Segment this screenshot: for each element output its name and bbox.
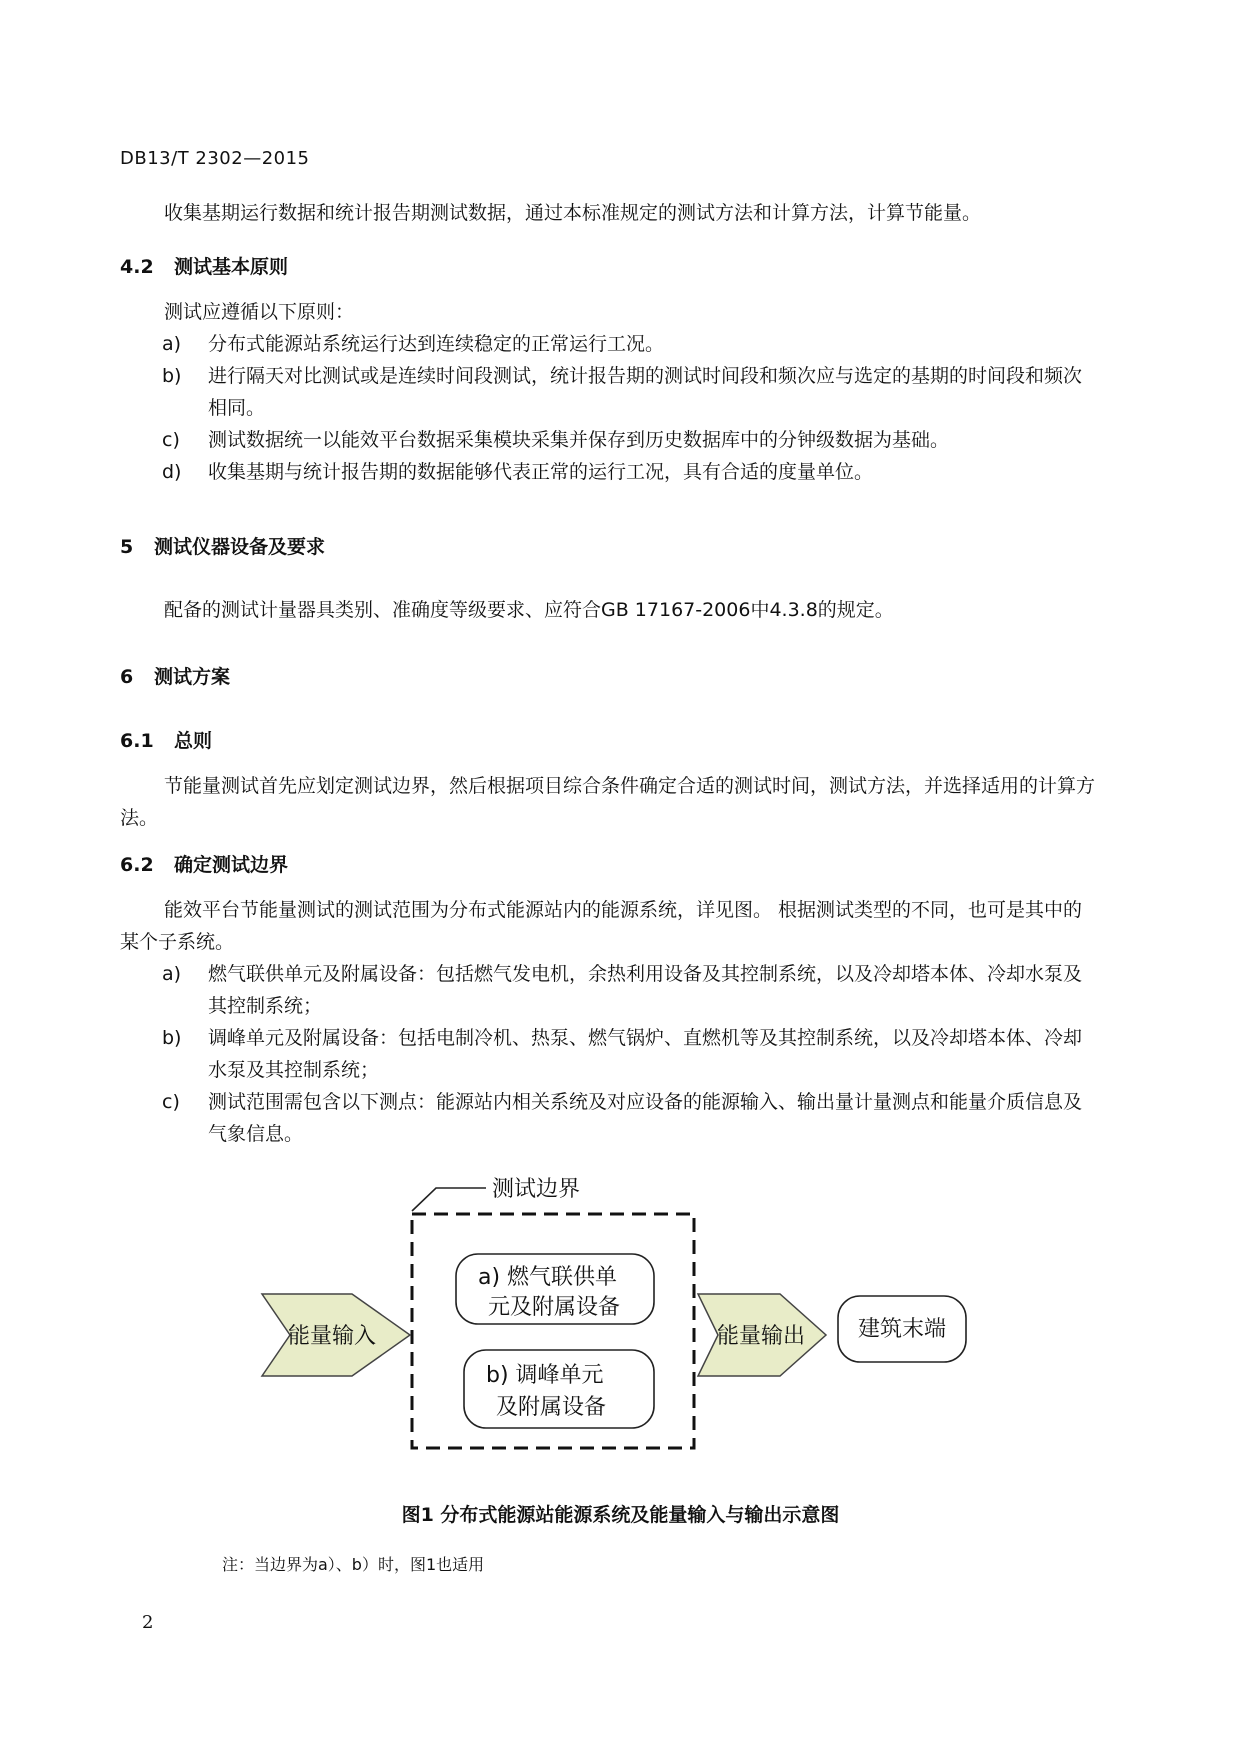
section-4-2-heading — [120, 252, 288, 279]
section-6-2-heading — [120, 850, 288, 877]
section-title: 测试仪器设备及要求 — [154, 536, 326, 558]
section-number: 6 — [120, 666, 134, 688]
section-6-2-paragraph: 能效平台节能量测试的测试范围为分布式能源站内的能源系统，详见图。 根据测试类型的不同，也可是其中的某个子系统。 — [120, 899, 1083, 953]
list-item-text: 测试范围需包含以下测点：能源站内相关系统及对应设备的能源输入、输出量计量测点和能量介质信息及气象信息。 — [208, 1091, 1083, 1145]
list-marker: a) — [162, 963, 182, 985]
building-terminal-label: 建筑末端 — [858, 1317, 947, 1342]
figure-caption: 图1 分布式能源站能源系统及能量输入与输出示意图 — [401, 1504, 840, 1526]
list-item — [162, 958, 1096, 1022]
section-number: 5 — [120, 536, 134, 558]
section-6-1-heading — [120, 726, 212, 753]
list-marker: c) — [162, 1091, 180, 1113]
box-a-line1: a) 燃气联供单 — [478, 1265, 618, 1290]
list-item — [162, 456, 1096, 488]
list-item — [162, 424, 1096, 456]
list-item-text: 测试数据统一以能效平台数据采集模块采集并保存到历史数据库中的分钟级数据为基础。 — [208, 429, 950, 451]
list-item-text: 调峰单元及附属设备：包括电制冷机、热泵、燃气锅炉、直燃机等及其控制系统，以及冷却塔本体、冷却水泵及其控制系统； — [208, 1027, 1083, 1081]
document-header: DB13/T 2302—2015 — [120, 148, 310, 169]
section-title: 总则 — [174, 730, 213, 752]
list-item — [162, 328, 1096, 360]
section-title: 确定测试边界 — [174, 854, 289, 876]
list-item-text: 分布式能源站系统运行达到连续稳定的正常运行工况。 — [208, 333, 665, 355]
figure-note: 注：当边界为a）、b）时，图1也适用 — [222, 1555, 485, 1574]
page-number: 2 — [142, 1612, 154, 1633]
section-5-heading — [120, 532, 325, 559]
list-marker: b) — [162, 1027, 182, 1049]
list-marker: a) — [162, 333, 182, 355]
section-title: 测试方案 — [154, 666, 231, 688]
box-b-line1: b) 调峰单元 — [486, 1363, 604, 1388]
list-item-text: 收集基期与统计报告期的数据能够代表正常的运行工况，具有合适的度量单位。 — [208, 461, 874, 483]
energy-output-label: 能量输出 — [717, 1324, 806, 1349]
list-marker: d) — [162, 461, 182, 483]
list-item-text: 进行隔天对比测试或是连续时间段测试，统计报告期的测试时间段和频次应与选定的基期的时间段和频次相同。 — [208, 365, 1083, 419]
list-item — [162, 1086, 1096, 1150]
section-4-2-lead: 测试应遵循以下原则： — [164, 301, 355, 323]
intro-paragraph: 收集基期运行数据和统计报告期测试数据，通过本标准规定的测试方法和计算方法，计算节能量。 — [164, 202, 982, 224]
boundary-callout-line — [412, 1188, 486, 1211]
list-marker: b) — [162, 365, 182, 387]
list-item — [162, 360, 1096, 424]
list-item-text: 燃气联供单元及附属设备：包括燃气发电机，余热利用设备及其控制系统，以及冷却塔本体、冷却水泵及其控制系统； — [208, 963, 1083, 1017]
box-a-line2: 元及附属设备 — [488, 1295, 621, 1320]
energy-flow-diagram — [260, 1168, 1000, 1468]
boundary-label: 测试边界 — [492, 1177, 581, 1202]
section-5-paragraph: 配备的测试计量器具类别、准确度等级要求、应符合GB 17167-2006中4.3.8的规定。 — [164, 599, 894, 621]
section-number: 4.2 — [120, 256, 154, 278]
list-marker: c) — [162, 429, 180, 451]
box-b-line2: 及附属设备 — [496, 1395, 607, 1420]
section-number: 6.1 — [120, 730, 154, 752]
section-6-1-paragraph: 节能量测试首先应划定测试边界，然后根据项目综合条件确定合适的测试时间，测试方法，并选择适用的计算方法。 — [120, 775, 1096, 829]
section-number: 6.2 — [120, 854, 154, 876]
section-title: 测试基本原则 — [174, 256, 289, 278]
energy-input-label: 能量输入 — [288, 1324, 377, 1349]
section-6-heading — [120, 662, 230, 689]
list-item — [162, 1022, 1096, 1086]
